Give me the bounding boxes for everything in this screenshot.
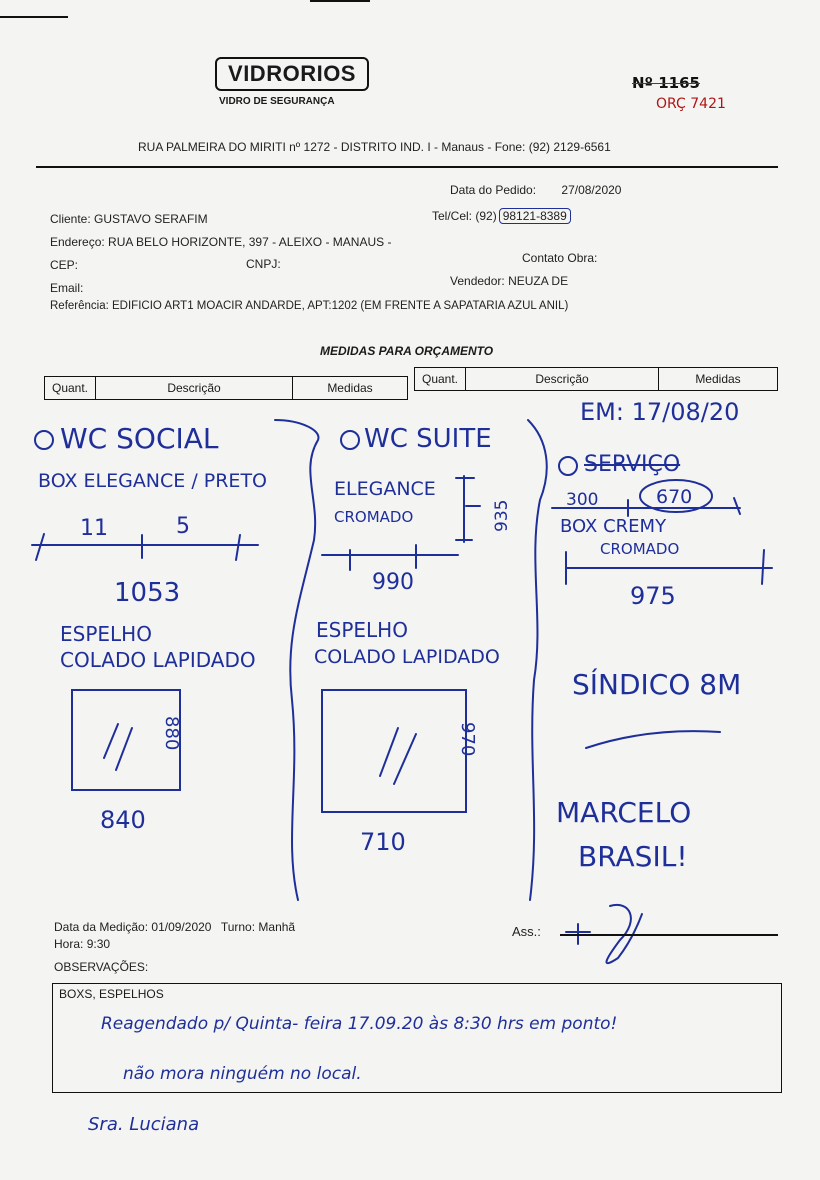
observations-box — [52, 983, 782, 1093]
signature-line — [560, 934, 778, 936]
seller-field: Vendedor: NEUZA DE — [450, 274, 569, 288]
col1-item: BOX ELEGANCE / PRETO — [38, 470, 268, 492]
sindico-underline — [586, 731, 720, 748]
mirror-hatch-col2 — [380, 728, 416, 784]
check-mark-col2 — [341, 431, 359, 449]
time-field: Hora: 9:30 — [54, 937, 111, 951]
col1-dim-b: 5 — [176, 514, 190, 539]
check-mark-col3 — [559, 457, 577, 475]
dim-line-col1 — [32, 534, 258, 560]
mirror-box-col2 — [322, 690, 466, 812]
col-quant-right: Quant. — [415, 368, 466, 390]
email-field: Email: — [50, 281, 84, 295]
col3-item-a: BOX CREMY — [560, 516, 667, 537]
cnpj-field: CNPJ: — [246, 257, 281, 271]
mirror-hatch-col1 — [104, 724, 132, 770]
col-measure-left: Medidas — [327, 381, 373, 395]
observation-line-2: não mora ninguém no local. — [123, 1064, 362, 1084]
measure-date-field: Data da Medição: 01/09/2020 Turno: Manhã — [54, 920, 296, 934]
col2-mirror-b: COLADO LAPIDADO — [314, 646, 500, 668]
column-divider-2 — [528, 420, 547, 900]
cep-field: CEP: — [50, 258, 79, 272]
signature-label: Ass.: — [512, 924, 541, 939]
col3-dim-a: 300 — [566, 490, 599, 510]
col2-item-b: CROMADO — [334, 508, 414, 526]
col2-height-box: 935 — [492, 499, 512, 532]
order-number: Nº 1165 — [632, 74, 700, 92]
col1-mirror-a: ESPELHO — [60, 622, 152, 646]
company-logo: VIDRORIOS — [215, 57, 369, 91]
col3-dim-b: 670 — [656, 486, 693, 508]
col3-item-b: CROMADO — [600, 540, 680, 558]
col3-total: 975 — [630, 582, 676, 610]
phone-value-circled: 98121-8389 — [499, 208, 571, 224]
measures-title: MEDIDAS PARA ORÇAMENTO — [320, 344, 494, 358]
address-field: Endereço: RUA BELO HORIZONTE, 397 - ALEIXO - MANAUS - — [50, 235, 392, 249]
col-measure-right: Medidas — [695, 372, 741, 386]
col2-title: WC SUITE — [364, 424, 492, 454]
col2-mirror-a: ESPELHO — [316, 618, 408, 642]
phone-field: Tel/Cel: (92) 98121-8389 — [432, 209, 571, 223]
col2-height: 970 — [457, 722, 478, 757]
col3-title: EM: 17/08/20 — [580, 398, 740, 426]
reference-field: Referência: EDIFICIO ART1 MOACIR ANDARDE, APT:1202 (EM FRENTE A SAPATARIA AZUL ANIL) — [50, 300, 569, 312]
col3-note: SÍNDICO 8M — [572, 668, 742, 701]
col-desc-right: Descrição — [466, 368, 659, 390]
contact-field: Contato Obra: — [522, 251, 598, 265]
company-tagline: VIDRO DE SEGURANÇA — [219, 96, 335, 107]
height-line-col2 — [456, 476, 480, 542]
col3-name-b: BRASIL! — [578, 840, 688, 873]
col3-name-a: MARCELO — [556, 796, 692, 829]
col1-total: 1053 — [114, 578, 181, 608]
col2-width: 710 — [360, 828, 406, 856]
col-desc-left: Descrição — [96, 377, 293, 399]
client-signature-name: Sra. Luciana — [88, 1114, 200, 1135]
client-field: Cliente: GUSTAVO SERAFIM — [50, 212, 208, 226]
col2-item-a: ELEGANCE — [334, 478, 436, 500]
observation-line-1: Reagendado p/ Quinta- feira 17.09.20 às 8:30 hrs em ponto! — [101, 1014, 618, 1034]
col1-width: 840 — [100, 806, 146, 834]
company-address: RUA PALMEIRA DO MIRITI nº 1272 - DISTRITO IND. I - Manaus - Fone: (92) 2129-6561 — [138, 140, 611, 154]
col3-service: SERVIÇO — [584, 452, 681, 477]
col2-width-box: 990 — [372, 570, 414, 595]
col-quant-left: Quant. — [45, 377, 96, 399]
col1-title: WC SOCIAL — [60, 422, 219, 455]
check-mark-col1 — [35, 431, 53, 449]
quote-number: ORÇ 7421 — [656, 96, 726, 112]
column-divider-1 — [275, 420, 318, 900]
order-date: Data do Pedido: 27/08/2020 — [450, 183, 622, 197]
col1-mirror-b: COLADO LAPIDADO — [60, 648, 256, 672]
observations-box-label: BOXS, ESPELHOS — [59, 987, 164, 1001]
col1-dim-a: 11 — [80, 516, 108, 541]
observations-label: OBSERVAÇÕES: — [54, 960, 149, 974]
col1-height: 880 — [161, 716, 182, 751]
width-line-col2 — [322, 545, 458, 570]
